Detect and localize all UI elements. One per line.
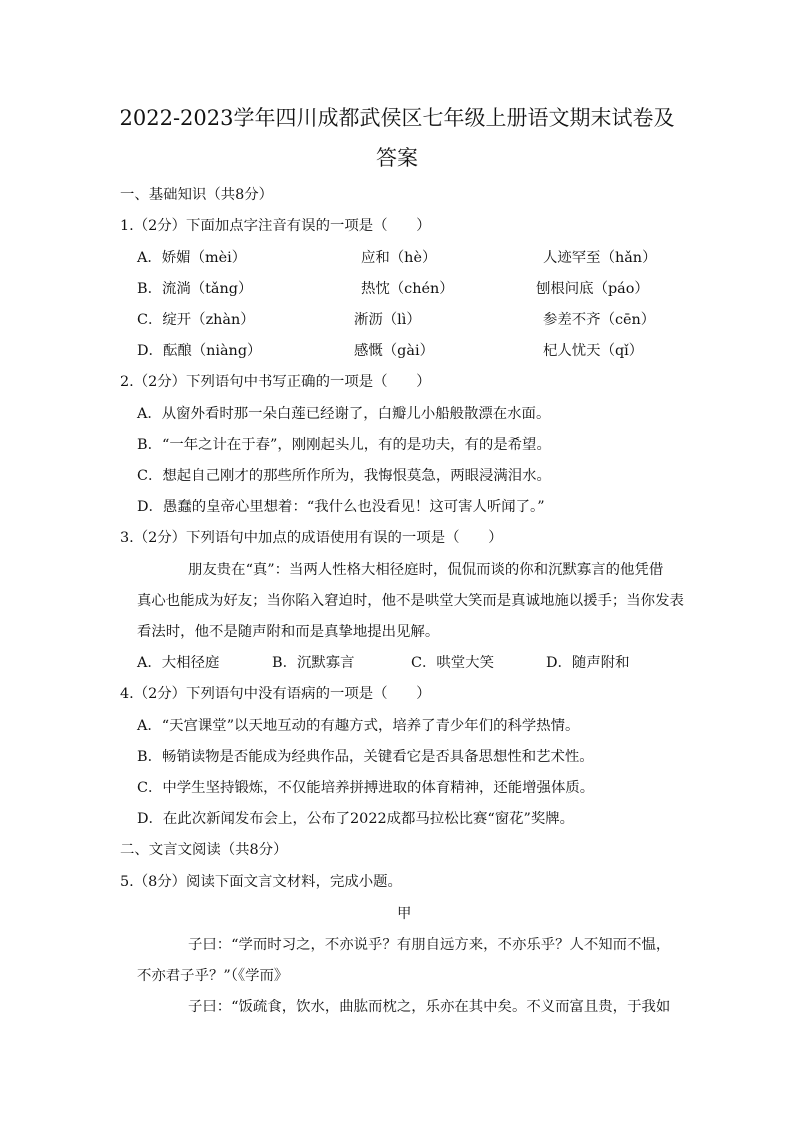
q1-option-a-1: A．娇媚（mèi） xyxy=(137,250,247,266)
section-heading-1: 一、基础知识（共8分） xyxy=(120,187,274,203)
q2-option-a: A．从窗外看时那一朵白莲已经谢了，白瓣儿小船般散漂在水面。 xyxy=(137,406,551,422)
question-3-stem: 3.（2分）下列语句中加点的成语使用有误的一项是（ ） xyxy=(120,530,503,546)
q4-option-c: C．中学生坚持锻炼，不仅能培养拼搏进取的体育精神，还能增强体质。 xyxy=(137,780,595,796)
q1-option-a-2: 应和（hè） xyxy=(361,250,437,266)
q1-option-c-2: 淅沥（lì） xyxy=(354,312,421,328)
q1-option-b-3: 刨根问底（páo） xyxy=(536,281,649,297)
q1-option-d-3: 杞人忧天（qǐ） xyxy=(543,343,644,359)
q4-option-b: B．畅销读物是否能成为经典作品，关键看它是否具备思想性和艺术性。 xyxy=(137,749,594,765)
q2-option-c: C．想起自己刚才的那些所作所为，我悔恨莫急，两眼浸满泪水。 xyxy=(137,468,551,484)
q3-option-a: A．大相径庭 xyxy=(137,655,220,671)
q5-text-line: 子曰：“饭疏食，饮水，曲肱而枕之，乐亦在其中矣。不义而富且贵，于我如 xyxy=(188,999,671,1015)
q1-option-d-1: D．酝酿（niàng） xyxy=(137,343,262,359)
page-title-line1: 2022-2023学年四川成都武侯区七年级上册语文期末试卷及 xyxy=(119,106,675,130)
question-5-stem: 5.（8分）阅读下面文言文材料，完成小题。 xyxy=(120,874,402,890)
q3-passage-line: 真心也能成为好友；当你陷入窘迫时，他不是哄堂大笑而是真诚地施以援手；当你发表 xyxy=(137,593,684,609)
q5-text-line: 子曰：“学而时习之，不亦说乎？有朋自远方来，不亦乐乎？人不知而不愠， xyxy=(188,937,671,953)
q1-option-c-3: 参差不齐（cēn） xyxy=(543,312,656,328)
page-title-line2: 答案 xyxy=(376,146,418,170)
q4-option-d: D．在此次新闻发布会上，公布了2022成都马拉松比赛“窗花”奖牌。 xyxy=(137,811,575,827)
q1-option-b-2: 热忱（chén） xyxy=(361,281,454,297)
q2-option-b: B．“一年之计在于春”，刚刚起头儿，有的是功夫，有的是希望。 xyxy=(137,437,551,453)
q3-option-d: D．随声附和 xyxy=(546,655,630,671)
q2-option-d: D．愚蠢的皇帝心里想着：“我什么也没看见！这可害人听闻了。” xyxy=(137,499,545,515)
q1-option-d-2: 感慨（gài） xyxy=(354,343,434,359)
question-4-stem: 4.（2分）下列语句中没有语病的一项是（ ） xyxy=(120,686,431,702)
question-2-stem: 2.（2分）下列语句中书写正确的一项是（ ） xyxy=(120,374,431,390)
q1-option-b-1: B．流淌（tǎng） xyxy=(137,281,253,297)
q3-option-b: B．沉默寡言 xyxy=(272,655,355,671)
q5-text-line: 不亦君子乎？”（《学而》 xyxy=(137,968,289,984)
question-1-stem: 1.（2分）下面加点字注音有误的一项是（ ） xyxy=(120,218,431,234)
section-heading-2: 二、文言文阅读（共8分） xyxy=(120,842,288,858)
q1-option-a-3: 人迹罕至（hǎn） xyxy=(543,250,657,266)
q3-passage-line: 看法时，他不是随声附和而是真挚地提出见解。 xyxy=(137,624,440,640)
q4-option-a: A．“天宫课堂”以天地互动的有趣方式，培养了青少年们的科学热情。 xyxy=(137,718,580,734)
q3-option-c: C．哄堂大笑 xyxy=(411,655,494,671)
q3-passage-line: 朋友贵在“真”：当两人性格大相径庭时，侃侃而谈的你和沉默寡言的他凭借 xyxy=(188,562,664,578)
q5-subtitle: 甲 xyxy=(397,906,412,922)
q1-option-c-1: C．绽开（zhàn） xyxy=(137,312,255,328)
